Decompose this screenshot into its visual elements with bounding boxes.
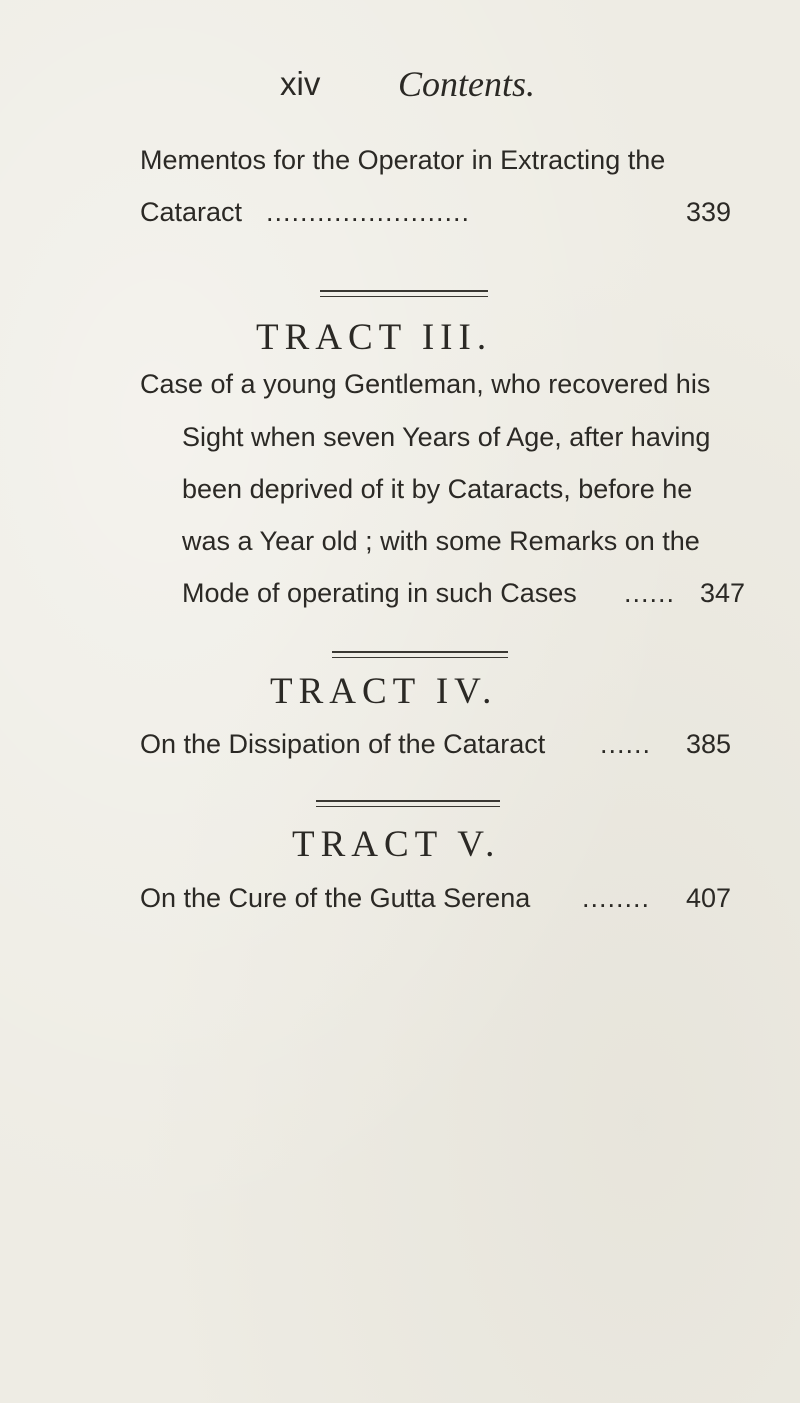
- section-divider: [332, 657, 508, 658]
- entry-line: Sight when seven Years of Age, after having: [182, 422, 711, 452]
- section-divider: [332, 651, 508, 653]
- section-divider: [320, 290, 488, 292]
- section-divider: [320, 296, 488, 297]
- section-divider: [316, 806, 500, 807]
- entry-line: been deprived of it by Cataracts, before he: [182, 474, 693, 504]
- dot-leader: ......: [600, 729, 652, 759]
- entry-last-line: On the Dissipation of the Cataract: [140, 729, 546, 759]
- entry-line: Case of a young Gentleman, who recovered his: [140, 369, 711, 399]
- entry-line: was a Year old ; with some Remarks on the: [182, 526, 700, 556]
- dot-leader: ........: [582, 883, 651, 913]
- page-number: 407: [686, 883, 732, 913]
- tract-3-heading: TRACT III.: [256, 317, 493, 358]
- tract-4-heading: TRACT IV.: [270, 671, 498, 712]
- entry-last-line: On the Cure of the Gutta Serena: [140, 883, 531, 913]
- page-number: 347: [700, 578, 746, 608]
- page-number: 339: [686, 197, 732, 227]
- dot-leader: ........................: [266, 197, 471, 227]
- tract-5-heading: TRACT V.: [292, 824, 501, 865]
- section-divider: [316, 800, 500, 802]
- entry-last-line: Cataract: [140, 197, 243, 227]
- running-head-title: Contents.: [398, 64, 536, 104]
- entry-last-line: Mode of operating in such Cases: [182, 578, 577, 608]
- dot-leader: ......: [624, 578, 676, 608]
- page-folio: xiv: [280, 65, 321, 102]
- entry-line: Mementos for the Operator in Extracting the: [140, 145, 666, 175]
- page-number: 385: [686, 729, 732, 759]
